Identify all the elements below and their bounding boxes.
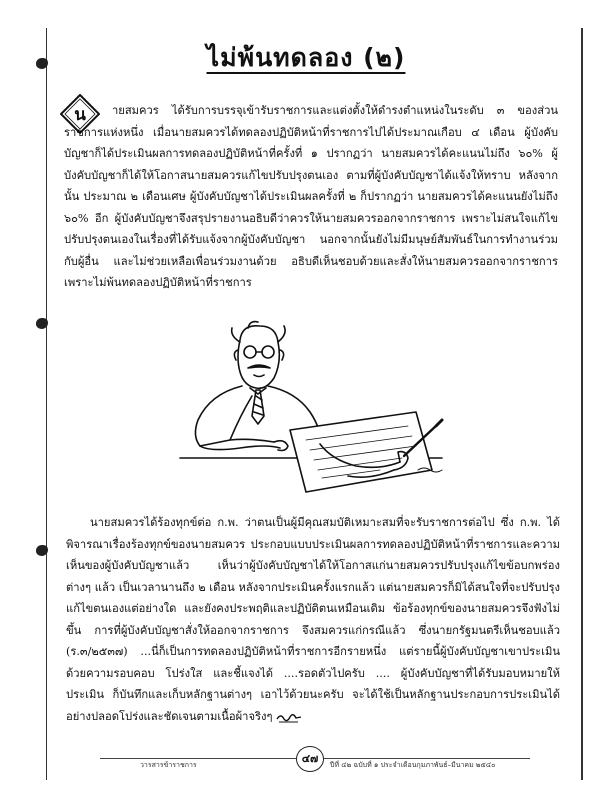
signature-doodle-icon [276,711,302,723]
page-title [0,38,612,78]
paragraph-2 [66,512,560,727]
footer-issue-info: ปีที่ ๔๒ ฉบับที่ ๑ ประจำเดือนกุมภาพันธ์–มีนาคม ๒๕๔๐ [330,761,496,769]
footer-journal-name: วารสารข้าราชการ [140,761,197,769]
paragraph-1: ายสมควร ได้รับการบรรจุเข้ารับราชการและแต่งตั้งให้ดำรงตำแหน่งในระดับ ๓ ของส่วนราชการแห่งหนึ่ง เมื่อนายสมควรได้ทดลองปฏิบัติหน้าที่ราชการไปได้ประมาณเกือบ ๔ เดือน ผู้บังคับบัญชาก็ได้ประเมินผลการทดลองปฏิบัติหน้าที่ครั้งที่ ๑ ปรากฏว่า นายสมควรได้คะแนนไม่ถึง ๖๐% ผู้บังคับบัญชาก็ได้ให้โอกาสนายสมควรแก้ไขปรับปรุงตนเอง ตามที่ผู้บังคับบัญชาได้แจ้งให้ทราบ หลังจากนั้น ประมาณ ๒ เดือนเศษ ผู้บังคับบัญชาได้ประเมินผลครั้งที่ ๒ ก็ปรากฏว่า นายสมควรได้คะแนนยังไม่ถึง ๖๐% อีก ผู้บังคับบัญชาจึงสรุปรายงานอธิบดีว่าควรให้นายสมควรออกจากราชการ เพราะไม่สนใจแก้ไขปรับปรุงตนเองในเรื่องที่ได้รับแจ้งจากผู้บังคับบัญชา นอกจากนั้นยังไม่มีมนุษย์สัมพันธ์ในการทำงานร่วมกับผู้อื่น และไม่ช่วยเหลือเพื่อนร่วมงานด้วย อธิบดีเห็นชอบด้วยและสั่งให้นายสมควรออกจากราชการ เพราะไม่พ้นทดลองปฏิบัติหน้าที่ราชการ [64,104,558,289]
page-number-badge: ๔๗ [296,746,324,772]
paragraph-2-text: นายสมควรได้ร้องทุกข์ต่อ ก.พ. ว่าตนเป็นผู้มีคุณสมบัติเหมาะสมที่จะรับราชการต่อไป ซึ่ง ก.พ. ได้พิจารณาเรื่องร้องทุกข์ของนายสมควร ประกอบแบบประเมินผลการทดลองปฏิบัติหน้าที่ราชการและความเห็นของผู้บังคับบัญชาแล้ว เห็นว่าผู้บังคับบัญชาได้ให้โอกาสแก่นายสมควรปรับปรุงแก้ไขข้อบกพร่องต่างๆ แล้ว เป็นเวลานานถึง ๒ เดือน หลังจากประเมินครั้งแรกแล้ว แต่นายสมควรก็มิได้สนใจที่จะปรับปรุงแก้ไขตนเองแต่อย่างใด และยังคงประพฤติและปฏิบัติตนเหมือนเดิม ข้อร้องทุกข์ของนายสมควรจึงฟังไม่ขึ้น การที่ผู้บังคับบัญชาสั่งให้ออกจากราชการ จึงสมควรแก่กรณีแล้ว ซึ่งนายกรัฐมนตรีเห็นชอบแล้ว (ร.๓/๒๕๓๗) ...นี่ก็เป็นการทดลองปฏิบัติหน้าที่ราชการอีกรายหนึ่ง แต่รายนี้ผู้บังคับบัญชาเขาประเมินด้วยความรอบคอบ โปร่งใส และชี้แจงได้ ....รอดตัวไปครับ .... ผู้บังคับบัญชาที่ได้รับมอบหมายให้ประเมิน ก็บันทึกและเก็บหลักฐานต่างๆ เอาไว้ด้วยนะครับ จะได้ใช้เป็นหลักฐานประกอบการประเมินได้อย่างปลอดโปร่งและชัดเจนตามเนื้อผ้าจริงๆ [66,516,560,723]
page-footer [100,748,530,770]
dropcap-letter: น [74,105,86,125]
cartoon-official-signing-illustration [170,320,450,505]
page-title-text: ไม่พ้นทดลอง (๒) [206,43,406,72]
